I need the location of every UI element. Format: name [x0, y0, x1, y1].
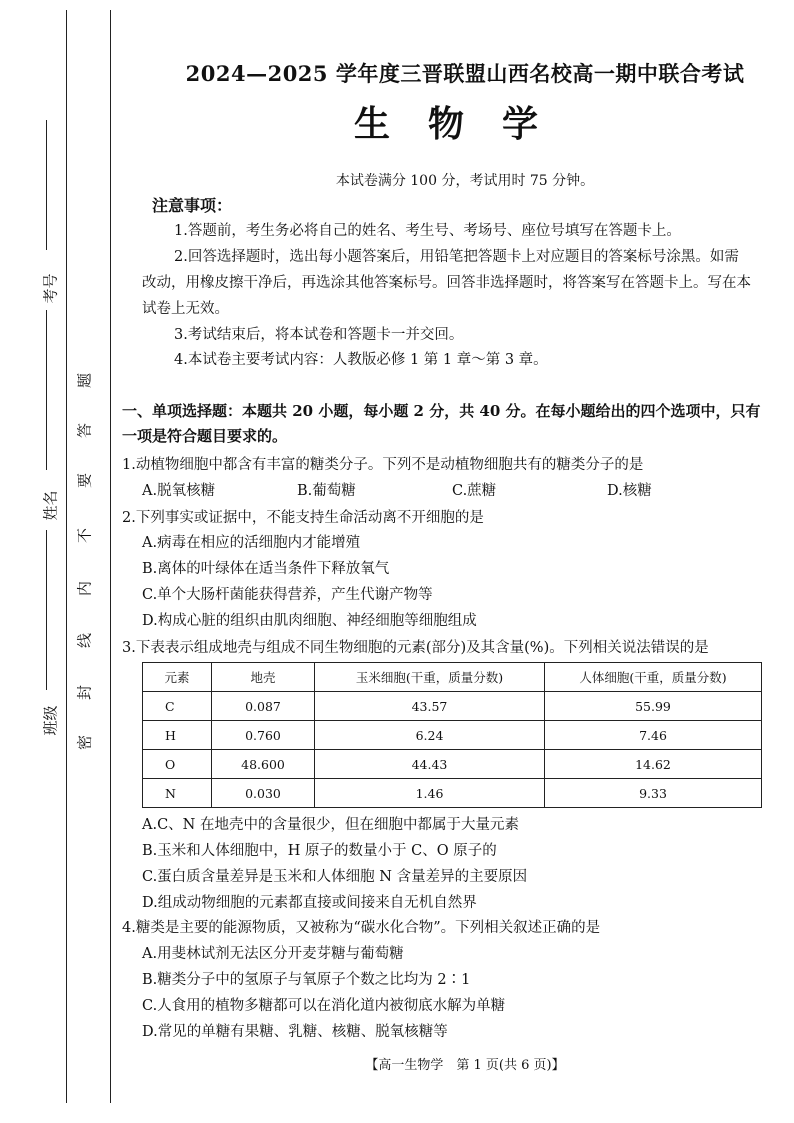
- binding-margin: [0, 0, 118, 1123]
- table-cell: 43.57: [315, 692, 545, 721]
- option: B.玉米和人体细胞中，H 原子的数量小于 C、O 原子的: [142, 843, 497, 859]
- seal-char: 不: [75, 528, 94, 544]
- field-kaohao: 考号: [41, 273, 60, 304]
- seal-char: 内: [75, 581, 94, 597]
- table-row: [143, 721, 762, 750]
- element-content-table: [142, 662, 762, 808]
- table-cell: N: [143, 779, 212, 808]
- notice-item: 1.答题前，考生务必将自己的姓名、考生号、考场号、座位号填写在答题卡上。: [174, 223, 681, 239]
- page-footer: 【高一生物学 第 1 页(共 6 页)】: [365, 1058, 565, 1073]
- table-cell: 7.46: [545, 721, 762, 750]
- seal-char: 线: [75, 633, 94, 649]
- option: C.单个大肠杆菌能获得营养，产生代谢产物等: [142, 587, 433, 603]
- exam-title: 2024—2025 学年度三晋联盟山西名校高一期中联合考试: [185, 61, 745, 86]
- question-stem: 3.下表表示组成地壳与组成不同生物细胞的元素(部分)及其含量(%)。下列相关说法错误的是: [122, 640, 709, 656]
- question-stem: 4.糖类是主要的能源物质，又被称为“碳水化合物”。下列相关叙述正确的是: [122, 920, 601, 936]
- table-row: [143, 750, 762, 779]
- table-header-row: [143, 663, 762, 692]
- option: B.葡萄糖: [297, 483, 356, 499]
- option: A.用斐林试剂无法区分开麦芽糖与葡萄糖: [142, 946, 404, 962]
- subject-title: 生物学: [353, 103, 576, 145]
- table-cell: 48.600: [212, 750, 315, 779]
- option: D.构成心脏的组织由肌肉细胞、神经细胞等细胞组成: [142, 613, 477, 629]
- question-stem: 1.动植物细胞中都含有丰富的糖类分子。下列不是动植物细胞共有的糖类分子的是: [122, 457, 644, 473]
- field-class: 班级: [41, 705, 60, 736]
- table-cell: 55.99: [545, 692, 762, 721]
- option: B.离体的叶绿体在适当条件下释放氧气: [142, 561, 390, 577]
- table-cell: 0.030: [212, 779, 315, 808]
- seal-char: 要: [75, 473, 94, 489]
- table-cell: O: [143, 750, 212, 779]
- table-cell: 6.24: [315, 721, 545, 750]
- question-stem: 2.下列事实或证据中，不能支持生命活动离不开细胞的是: [122, 510, 484, 526]
- option: D.常见的单糖有果糖、乳糖、核糖、脱氧核糖等: [142, 1024, 448, 1040]
- section-heading: 一、单项选择题：本题共 20 小题，每小题 2 分，共 40 分。在每小题给出的四个选项中，只有一项是符合题目要求的。: [122, 402, 761, 445]
- table-header: 人体细胞(干重，质量分数): [545, 663, 762, 692]
- notice-heading: 注意事项：: [152, 196, 233, 215]
- table-cell: C: [143, 692, 212, 721]
- option: D.组成动物细胞的元素都直接或间接来自无机自然界: [142, 895, 477, 911]
- option: B.糖类分子中的氢原子与氧原子个数之比均为 2∶1: [142, 972, 471, 988]
- seal-char: 密: [75, 735, 94, 751]
- option: C.蔗糖: [452, 483, 497, 499]
- option: A.病毒在相应的活细胞内才能增殖: [142, 535, 361, 551]
- option: C.蛋白质含量差异是玉米和人体细胞 N 含量差异的主要原因: [142, 869, 528, 885]
- option: A.C、N 在地壳中的含量很少，但在细胞中都属于大量元素: [142, 817, 519, 833]
- margin-rule-left: [66, 10, 67, 1103]
- question-options: [142, 479, 762, 500]
- class-line: [46, 530, 47, 690]
- table-cell: 14.62: [545, 750, 762, 779]
- table-cell: 0.760: [212, 721, 315, 750]
- table-cell: 44.43: [315, 750, 545, 779]
- option: A.脱氧核糖: [142, 483, 216, 499]
- table-row: [143, 779, 762, 808]
- table-cell: 0.087: [212, 692, 315, 721]
- notice-item: 2.回答选择题时，选出每小题答案后，用铅笔把答题卡上对应题目的答案标号涂黑。如需改动，用橡皮擦干净后，再选涂其他答案标号。回答非选择题时，将答案写在答题卡上。写在本试卷上无效。: [142, 249, 751, 317]
- exam-info: 本试卷满分 100 分，考试用时 75 分钟。: [335, 173, 595, 189]
- table-cell: 9.33: [545, 779, 762, 808]
- table-header: 玉米细胞(干重，质量分数): [315, 663, 545, 692]
- kaohao-line: [46, 120, 47, 250]
- notice-item: 4.本试卷主要考试内容：人教版必修 1 第 1 章～第 3 章。: [174, 352, 548, 368]
- table-header: 元素: [143, 663, 212, 692]
- option: D.核糖: [607, 483, 652, 499]
- margin-rule-right: [110, 10, 111, 1103]
- field-name: 姓名: [41, 490, 60, 521]
- table-cell: 1.46: [315, 779, 545, 808]
- name-line: [46, 310, 47, 470]
- table-cell: H: [143, 721, 212, 750]
- seal-char: 题: [75, 373, 94, 389]
- table-header: 地壳: [212, 663, 315, 692]
- table-row: [143, 692, 762, 721]
- option: C.人食用的植物多糖都可以在消化道内被彻底水解为单糖: [142, 998, 506, 1014]
- seal-char: 答: [75, 423, 94, 439]
- notice-item: 3.考试结束后，将本试卷和答题卡一并交回。: [174, 327, 464, 343]
- seal-char: 封: [75, 685, 94, 701]
